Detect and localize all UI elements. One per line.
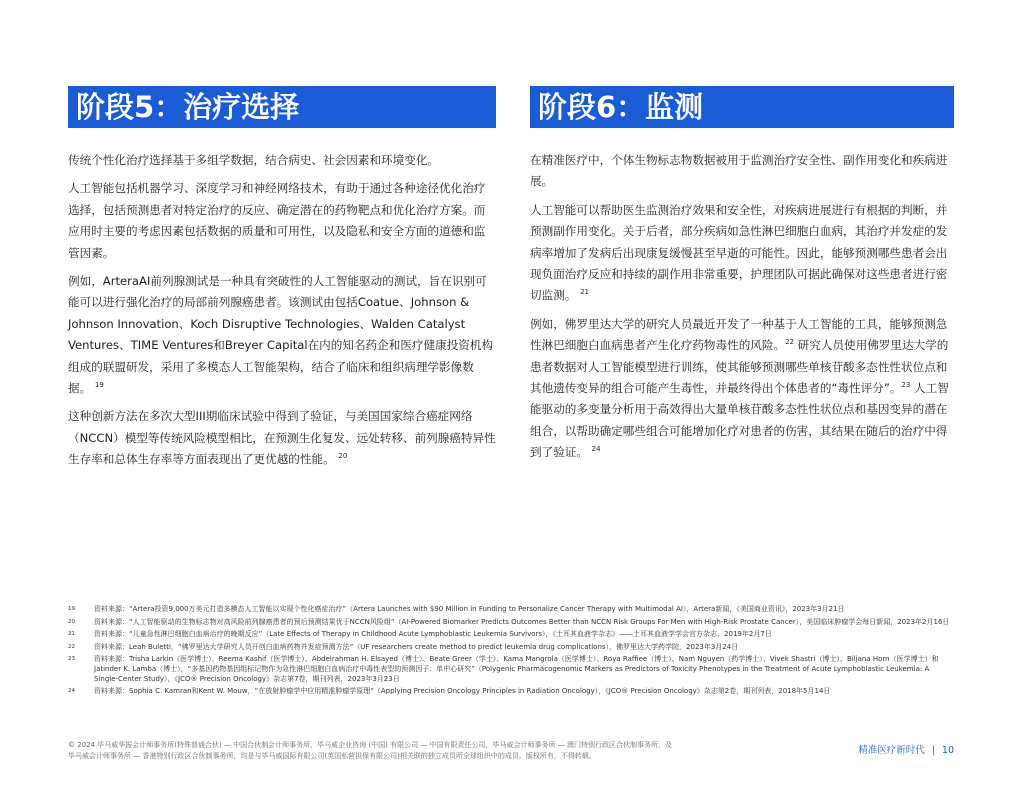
paragraph-text: 人工智能可以帮助医生监测治疗效果和安全性，对疾病进展进行有根据的判断，并预测副作用变化。关于后者，部分疾病如急性淋巴细胞白血病，其治疗并发症的发病率增加了发病后出现康复缓慢甚至早逝的可能性。因此，能够预测哪些患者会出现负面治疗反应和持续的副作用非常重要，护理团队可据此确保对这些患者进行密切监测。 [530,202,948,303]
footnote-item [68,630,950,640]
paragraph-text: 人工智能包括机器学习、深度学习和神经网络技术，有助于通过各种途径优化治疗选择，包括预测患者对特定治疗的反应、确定潜在的药物靶点和优化治疗方案。而应用时主要的考虑因素包括数据的质量和可用性，以及隐私和安全方面的道德和监管因素。 [68,181,486,260]
footnote-ref: 21 [580,288,589,297]
footnote-ref: 19 [94,381,104,390]
footnote-ref: 24 [591,445,601,454]
footnote-number: 23 [68,656,75,663]
right-column [530,86,954,471]
footnote-text: 资料来源：Trisha Larkin（医学博士）、Reema Kashif（医学博士）、Abdelrahman H. Elsayed（博士）、Beate Greer（学士）、Kama Mangrola（医学博士）、Roya Raffiee（博士）、Nam Nguyen（药学博士）、Vivek Shastri（博士）、Biljana Horn（医学博士）和Jatinder K. Lamba（博士），“多基因药物基因组标记物作为急性淋巴细胞白血病治疗中毒性表型的预测因子：单中心研究”（Polygenic Pharmacogenomic Markers as Predictors of Toxicity Phenotypes in the Treatment of Acute Lymphoblastic Leukemia: A Single-Center Study），《JCO® Precision Oncology》杂志第7卷，期刊列表，2023年3月23日 [94,655,939,683]
footnote-item [68,643,950,653]
footnote-item [68,605,950,615]
paragraph-text: 这种创新方法在多次大型III期临床试验中得到了验证，与美国国家综合癌症网络（NCCN）模型等传统风险模型相比，在预测生化复发、远处转移、前列腺癌特异性生存率和总体生存率等方面表现出了更优越的性能。 [68,409,496,467]
footnote-ref: 20 [338,452,348,461]
paragraph [68,150,496,171]
section-heading-stage5: 阶段5：治疗选择 [68,86,496,128]
footer-legal-text: © 2024 毕马威华振会计师事务所(特殊普通合伙) — 中国合伙制会计师事务所，毕马威企业咨询 (中国) 有限公司 — 中国有限责任公司，毕马威会计师事务所 — 澳门特别行政区合伙制事务所，及毕马威会计师事务所 — 香港特别行政区合伙制事务所，均是与毕马威国际有限公司(英国私营担保有限公司)相关联的独立成员所全球组织中的成员。版权所有，不得转载。 [68,741,672,760]
footnote-item [68,618,950,628]
paragraph [68,271,496,399]
paragraph-text: 例如，ArteraAI前列腺测试是一种具有突破性的人工智能驱动的测试，旨在识别可能可以进行强化治疗的局部前列腺癌患者。该测试由包括Coatue、Johnson & Johnson Innovation、Koch Disruptive Technologies、Walden Catalyst Ventures、TIME Ventures和Breyer Capital在内的知名药企和医疗健康投资机构组成的联盟研发，采用了多模态人工智能架构，结合了临床和组织病理学影像数据。 [68,274,494,396]
section-heading-stage6: 阶段6：监测 [530,86,954,128]
footnote-number: 20 [68,618,75,625]
footnotes [68,605,950,700]
paragraph-text: 传统个性化治疗选择基于多组学数据，结合病史、社会因素和环境变化。 [68,153,440,167]
footer-separator: | [931,745,935,756]
footnote-number: 21 [68,631,75,638]
footnote-ref: 23 [901,381,911,390]
page-number: 10 [941,745,954,756]
paragraph [68,406,496,470]
paragraph [530,150,954,193]
left-column [68,86,496,478]
paragraph-text: 在精准医疗中，个体生物标志物数据被用于监测治疗安全性、副作用变化和疾病进展。 [530,153,948,189]
footnote-text: 资料来源：“Artera投资9,000万美元打造多模态人工智能以实现个性化癌症治疗”（Artera Launches with $90 Million in Funding to Personalize Cancer Therapy with Multimodal AI），Artera新闻，《美国商业资讯》，2023年3月21日 [94,605,845,613]
paragraph-text: 例如，佛罗里达大学的研究人员最近开发了一种基于人工智能的工具，能够预测急性淋巴细胞白血病患者产生化疗药物毒性的风险。 [530,316,948,353]
footnote-item [68,655,950,684]
footnote-ref: 22 [785,338,794,347]
paragraph-text: 研究人员使用佛罗里达大学的患者数据对人工智能模型进行训练，使其能够预测哪些单核苷酸多态性性状位点和其他遗传变异的组合可能产生毒性，并最终得出个体患者的“毒性评分”。 [530,338,949,396]
paragraph [68,178,496,264]
paragraph-text: 人工智能驱动的多变量分析用于高效得出大量单核苷酸多态性性状位点和基因变异的潜在组合，以帮助确定哪些组合可能增加化疗对患者的伤害，其结果在随后的治疗中得到了验证。 [530,381,949,460]
footnote-text: 资料来源：“人工智能驱动的生物标志物对高风险前列腺癌患者的预后预测结果优于NCCN风险组”（AI-Powered Biomarker Predicts Outcomes Better than NCCN Risk Groups For Men with High-Risk Prostate Cancer），美国临床肿瘤学会每日新闻，2023年2月16日 [94,617,950,626]
footnote-number: 24 [68,688,75,695]
paragraph [530,200,954,307]
paragraph [530,314,954,464]
footnote-text: 资料来源：Sophia C. Kamran和Kent W. Mouw，“在放射肿瘤学中应用精准肿瘤学原理”（Applying Precision Oncology Principles in Radiation Oncology），《JCO® Precision Oncology》杂志第2卷，期刊列表，2018年5月14日 [94,687,831,696]
footer-page-info [858,742,954,756]
footnote-text: 资料来源：“儿童急性淋巴细胞白血病治疗的晚期反应”（Late Effects of Therapy in Childhood Acute Lymphoblastic Leukemia Survivors），《土耳其血液学杂志》——土耳其血液学学会官方杂志，2019年2月7日 [94,630,772,639]
footnote-number: 19 [68,606,75,612]
footnote-text: 资料来源：Leah Buletti，“佛罗里达大学研究人员开创白血病药物并发症预测方法”（UF researchers create method to predict leukemia drug complications），佛罗里达大学药学院，2023年3月24日 [94,642,739,651]
footnote-number: 22 [68,643,75,650]
footnote-item [68,687,950,697]
document-title: 精准医疗新时代 [858,745,925,756]
